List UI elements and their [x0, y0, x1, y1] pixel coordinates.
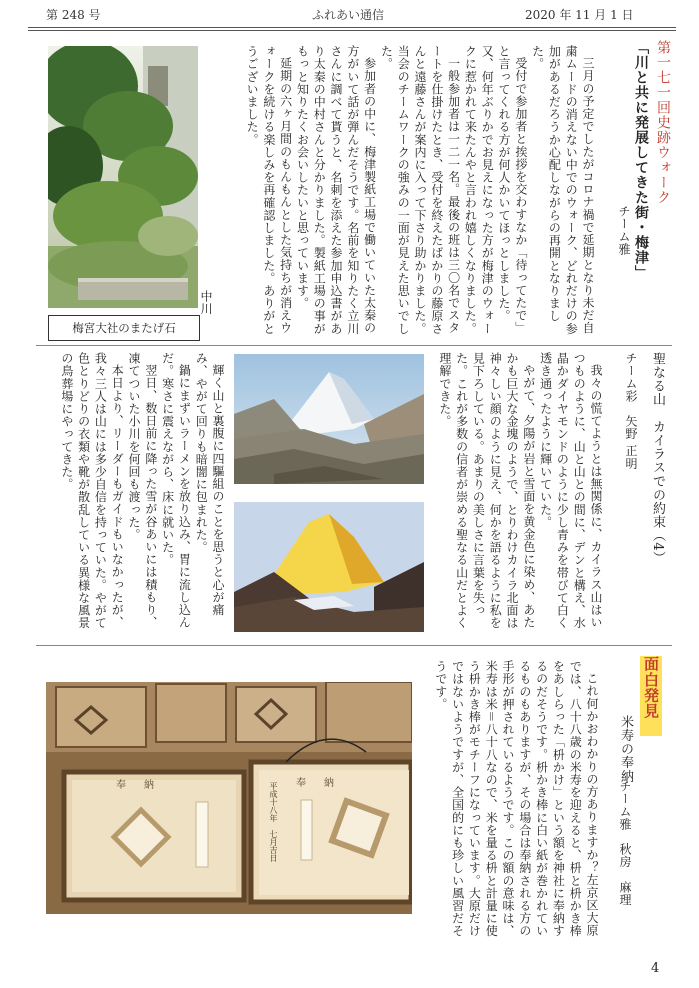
article1-body [208, 45, 596, 335]
section-divider [36, 345, 672, 346]
article1-byline-box [612, 205, 632, 265]
article1-title-column [600, 40, 674, 340]
article1-paragraph: 受付で参加者と挨拶を交わすなか「待ってたで」と言ってくれる方が何人かいてほっとしました。又、何年ぶりかでお見えになった方が梅津のウォークに惹かれて来たんやと言われ嬉しくなりました。 [463, 45, 528, 335]
article2-byline: チーム彩 矢野 正明 [624, 352, 638, 470]
plaque-inscription: 平成十八年 七月吉日 [269, 782, 278, 862]
article3-label: 面白発見 [640, 656, 662, 736]
article1-title: 第一七一回史跡ウォーク [655, 40, 671, 205]
article1-author: 中川 [199, 290, 213, 316]
article2-paragraph: 鍋にまずいラーメンを放り込み、胃に流し込んだ。寒さに震えながら、床に就いた。 [160, 352, 192, 629]
article1-paragraph: 三月の予定でしたがコロナ禍で延期となり未だ自粛ムードの消えない中でのウォーク、どれだけの参加があるだろうか心配しながらの再開となりました。 [530, 45, 595, 335]
article2-paragraph: 我々の慌てようとは無関係に、カイラス山はいつものように、山と山との間に、デンと構え、水晶かダイヤモンドのように少し青みを帯びて白く透き通ったように輝いていた。 [538, 352, 603, 630]
plaque-right-label: 奉納 [296, 778, 352, 789]
article2-paragraph: 輝く山と裏腹に四驅組のことを思うと心が痛み、やがて回りも暗闇に包まれた。 [194, 352, 225, 616]
article1-paragraph: 参加者の中に、梅津製紙工場で働いていた太秦の方がいて話が弾んだそうです。名前を知りたく立川さんに調べて貰うと、名刺を添えた参加申込書があり太秦の中村さんと分かりました。製紙工場の事がもっと知りたくお会いしたいと思っています。 [295, 45, 377, 335]
article2-title: 聖なる山 カイラスでの約束（4） [650, 352, 665, 565]
section-divider [36, 645, 672, 646]
newsletter-title: ふれあい通信 [312, 8, 385, 22]
article2-title-column [610, 352, 670, 612]
plaque-left-label: 奉納 [116, 780, 172, 791]
article1-byline: チーム雅 [617, 205, 631, 256]
article3-title: 米寿の奉納 [618, 715, 633, 783]
header-rule [28, 27, 676, 28]
shrine-stone-photo [48, 46, 198, 308]
article2-paragraph: 本日より、リーダーもガイドもいなかったが、我々三人は山には多少自信を持っていた。やがて色とりどりの衣類や靴が散乱している異様な風景の鳥葬場にやってきた。 [59, 352, 125, 630]
article2-paragraph: やがて、夕陽が岩と雪面を黄金色に染め、あたかも巨大な金塊のようで、とりわけカイラ北面は神々しい顔のように見え、何かを語るように私を見下ろしている。あまりの美しさに言葉を失った。これが多数の信者が崇める聖なる山だとよく理解できた。 [437, 352, 536, 630]
article3-byline: チーム雅 秋房 麻理 [618, 780, 632, 906]
article3-label-box [640, 656, 662, 736]
article1-subtitle: 「川と共に発展してきた街・梅津」 [633, 40, 649, 280]
header-rule-2 [28, 30, 676, 31]
article2-body-right [432, 352, 604, 632]
photo-caption: 梅宮大社のまたげ石 [48, 315, 200, 341]
article2-paragraph: 翌日、数日前に降った雪が谷あいには積もり、凍てついた小川を何回も渡った。 [127, 352, 158, 629]
article2-body-left [46, 352, 226, 632]
article3-body [420, 660, 600, 940]
article1-paragraph: 一般参加者は一二一名。最後の班は三〇名でスタートを仕掛けたとき、受付を終えたばかりの藤原さんと遠藤さんが案内に入って下さり助かりました。当会のチームワークの強みの一面が見えた思いでした。 [379, 45, 461, 335]
article1-paragraph: 延期の六ヶ月間のもんもんとした気持ちが消えウォークを続ける楽しみを再確認しました。ありがとうございました。 [245, 45, 293, 335]
masukake-plaque-photo [46, 682, 412, 914]
kailash-painting-snow [234, 354, 424, 484]
page-number: 4 [651, 961, 660, 976]
article3-byline-box [612, 780, 636, 940]
issue-date: 2020 年 11 月 1 日 [525, 8, 634, 22]
issue-number: 第 248 号 [46, 8, 101, 22]
kailash-painting-golden [234, 502, 424, 632]
article3-paragraph: これ何かおわかりの方ありますか？左京区大原では、八十八歳の米寿を迎えると、枡と枡かき棒をあしらった「枡かけ」という額を神社に奉納するのだそうです。枡かき棒に白い紙が巻かれているものもありますが、その場合は奉納される方の手形が押されているようです。この額の意味は、米寿は米＝八十八なので、米を量る枡と計量に使う枡かき棒がモチーフになっています。大原だけではないようですが、全国的にも珍しい風習だそうです。 [433, 660, 599, 938]
